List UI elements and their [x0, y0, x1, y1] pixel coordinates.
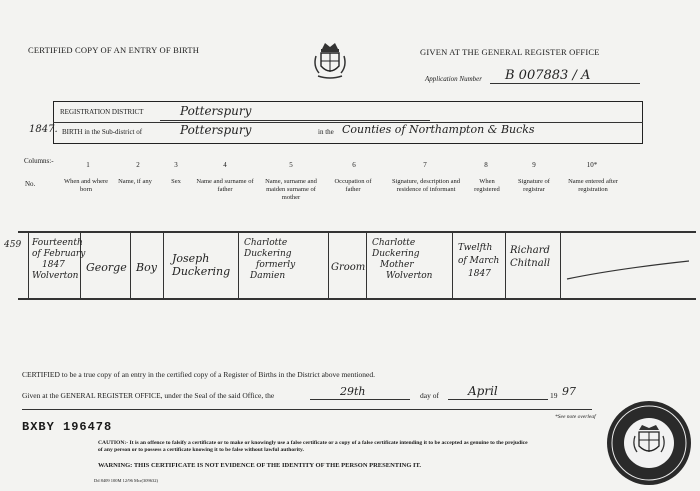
entry-col-divider-6: [366, 231, 367, 299]
column-number-5: 5: [289, 161, 293, 169]
certificate-serial: BXBY 196478: [22, 420, 113, 434]
certification-day-underline: [310, 399, 410, 400]
column-header-registrar: Signature of registrar: [518, 178, 550, 193]
royal-crest-icon: [312, 40, 348, 87]
column-header-sex: Sex: [171, 178, 181, 185]
entry-when-where-born: [32, 238, 85, 282]
application-number-underline: [490, 83, 640, 84]
entry-mother-line-1: Charlotte: [244, 238, 288, 248]
column-number-3: 3: [174, 161, 178, 169]
certification-year-prefix: 19: [550, 391, 558, 400]
caution-text: CAUTION:- It is an offence to falsify a certificate or to make or knowingly use a false certificate or a copy of a false certificate intending it to be accepted as genuine to the prejudice of any person or to possess a certificate knowing it to be false without lawful authority.: [98, 440, 528, 453]
column-header-informant: Signature, description and residence of informant: [391, 178, 461, 193]
entry-when-line-2: of February: [32, 249, 86, 259]
subdistrict-value: Potterspury: [180, 123, 252, 137]
certification-month-underline: [448, 399, 548, 400]
entry-informant: [372, 238, 432, 282]
entry-name: George: [86, 261, 127, 274]
column-header-when-registered: When registered: [474, 178, 500, 193]
entry-registered: [458, 242, 499, 281]
entry-informant-line-1: Charlotte: [372, 238, 416, 248]
entry-top-rule: [18, 231, 696, 233]
entry-col-divider-8: [505, 231, 506, 299]
application-number-label: Application Number: [425, 75, 482, 83]
no-label: No.: [25, 180, 36, 188]
column-number-9: 9: [532, 161, 536, 169]
application-number-value: B 007883 / A: [505, 68, 591, 83]
entry-col-divider-3: [163, 231, 164, 299]
counties-label: in the: [318, 128, 334, 136]
certification-day: 29th: [340, 385, 366, 398]
entry-mother-line-2: Duckering: [244, 249, 292, 259]
registration-district-value: Potterspury: [180, 104, 252, 118]
entry-mother: [244, 238, 295, 282]
entry-informant-line-2: Duckering: [372, 249, 420, 259]
entry-col-divider-9: [560, 231, 561, 299]
column-header-when-where-born: When and where born: [63, 178, 109, 193]
column-number-10: 10*: [586, 161, 598, 169]
entry-when-line-4: Wolverton: [32, 271, 79, 281]
entry-father-line-1: Joseph: [172, 252, 210, 265]
certification-rule: [22, 409, 592, 410]
column-number-1: 1: [86, 161, 90, 169]
certificate-title: CERTIFIED COPY OF AN ENTRY OF BIRTH: [28, 45, 200, 55]
entry-number: 459: [4, 240, 22, 250]
entry-father-line-2: Duckering: [172, 265, 231, 278]
column-number-4: 4: [223, 161, 227, 169]
print-code: Dd 8409 100M 12/96 Mcr(309632): [94, 478, 158, 483]
entry-mother-line-3: formerly: [256, 260, 296, 270]
column-header-father: Name and surname of father: [196, 178, 254, 193]
entry-informant-line-3: Mother: [380, 260, 414, 270]
entry-col-divider-7: [452, 231, 453, 299]
entry-occupation: Groom: [331, 262, 366, 273]
column-number-7: 7: [423, 161, 427, 169]
entry-registrar-line-1: Richard: [510, 245, 550, 256]
see-note-overleaf: *See note overleaf: [555, 414, 596, 420]
blank-cell-stroke: [565, 255, 693, 285]
entry-registered-line-1: Twelfth: [458, 243, 493, 253]
column-header-name-after: Name entered after registration: [568, 178, 618, 193]
entry-bottom-rule: [18, 298, 696, 300]
counties-value: Counties of Northampton & Bucks: [342, 123, 535, 136]
certified-statement: CERTIFIED to be a true copy of an entry in the certified copy of a Register of Births in the District above mentioned.: [22, 370, 375, 379]
entry-when-line-1: Fourteenth: [32, 238, 83, 248]
entry-col-divider-2: [130, 231, 131, 299]
column-number-8: 8: [484, 161, 488, 169]
subdistrict-label: BIRTH in the Sub-district of: [62, 128, 143, 136]
certification-year: 97: [562, 385, 576, 398]
columns-label: Columns:-: [24, 157, 54, 165]
registration-district-label: REGISTRATION DISTRICT: [60, 108, 144, 116]
entry-when-line-3: 1847: [42, 260, 65, 270]
day-of-label: day of: [420, 391, 439, 400]
entry-col-divider-4: [238, 231, 239, 299]
entry-registered-line-2: of March: [458, 256, 500, 266]
registration-year: 1847.: [29, 124, 58, 135]
column-header-mother: Name, surname and maiden surname of mother: [265, 178, 317, 201]
entry-registrar-line-2: Chitnall: [510, 258, 551, 269]
registration-district-underline: [160, 120, 430, 121]
column-number-2: 2: [136, 161, 140, 169]
column-header-occupation: Occupation of father: [334, 178, 372, 193]
entry-father: [172, 252, 230, 278]
certification-month: April: [468, 384, 498, 398]
entry-registrar: [510, 244, 550, 270]
warning-text: WARNING: THIS CERTIFICATE IS NOT EVIDENCE OF THE IDENTITY OF THE PERSON PRESENTING IT.: [98, 462, 422, 469]
general-register-office-seal-icon: [606, 400, 692, 491]
column-header-name: Name, if any: [118, 178, 152, 185]
entry-informant-line-4: Wolverton: [386, 271, 433, 281]
entry-col-divider-5: [328, 231, 329, 299]
entry-mother-line-4: Damien: [250, 271, 286, 281]
entry-registered-line-3: 1847: [468, 269, 491, 279]
given-at-label: GIVEN AT THE GENERAL REGISTER OFFICE: [420, 47, 600, 57]
entry-sex: Boy: [136, 261, 157, 274]
entry-col-divider-0: [28, 231, 29, 299]
column-number-6: 6: [352, 161, 356, 169]
given-under-seal-label: Given at the GENERAL REGISTER OFFICE, under the Seal of the said Office, the: [22, 391, 275, 400]
